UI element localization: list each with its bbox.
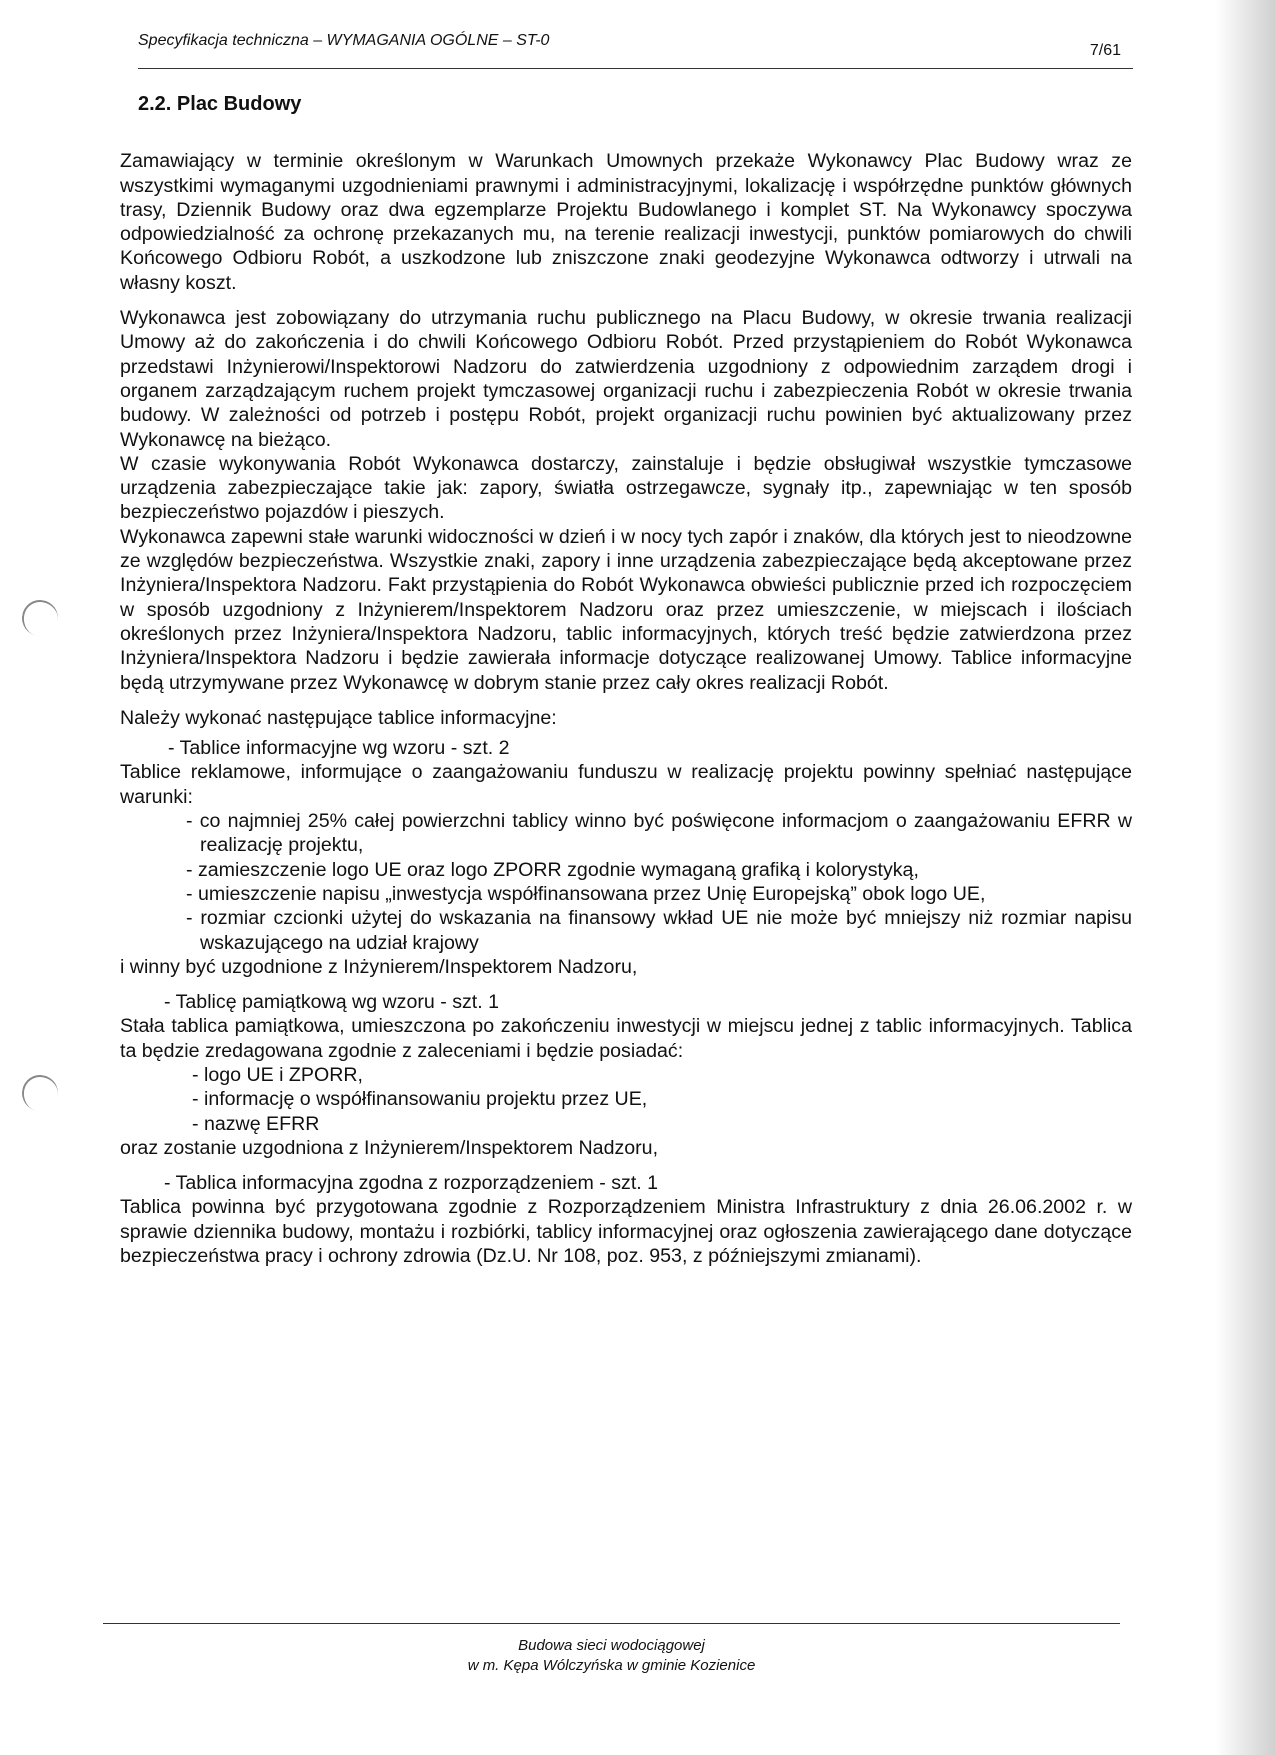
paragraph: oraz zostanie uzgodniona z Inżynierem/Inspektorem Nadzoru, bbox=[120, 1136, 659, 1159]
header-title: Specyfikacja techniczna – WYMAGANIA OGÓLNE – ST-0 bbox=[138, 32, 550, 49]
list-item: - co najmniej 25% całej powierzchni tablicy winno być poświęcone informacjom o zaangażowaniu EFRR w realizację projektu, bbox=[186, 810, 1132, 857]
punch-hole-mark bbox=[19, 1072, 61, 1114]
list-heading: - Tablicę pamiątkową wg wzoru - szt. 1 bbox=[164, 991, 500, 1014]
paragraph: Tablica powinna być przygotowana zgodnie z Rozporządzeniem Ministra Infrastruktury z dnia 26.06.2002 r. w sprawie dziennika budowy, montażu i rozbiórki, tablicy informacyjnej oraz ogłoszenia zawierającego dane dotyczące bezpieczeństwa pracy i ochrony zdrowia (Dz.U. Nr 108, poz. 953, z późniejszymi zmianami). bbox=[120, 1196, 1132, 1268]
page-number: 7/61 bbox=[1089, 42, 1121, 59]
list-item: - nazwę EFRR bbox=[192, 1112, 320, 1135]
list-item: - zamieszczenie logo UE oraz logo ZPORR zgodnie wymaganą grafiką i kolorystyką, bbox=[186, 858, 919, 881]
list-item: - umieszczenie napisu „inwestycja współfinansowana przez Unię Europejską” obok logo UE, bbox=[186, 882, 986, 905]
paragraph: Wykonawca jest zobowiązany do utrzymania ruchu publicznego na Placu Budowy, w okresie trwania realizacji Umowy aż do zakończenia i do chwili Końcowego Odbioru Robót. Przed przystąpieniem do Robót Wykonawca przedstawi Inżynierowi/Inspektorowi Nadzoru do zatwierdzenia uzgodniony z odpowiednim zarządem drogi i organem zarządzającym ruchem projekt tymczasowej organizacji ruchu i zabezpieczenia Robót w okresie trwania budowy. W zależności od potrzeb i postępu Robót, projekt organizacji ruchu powinien być aktualizowany przez Wykonawcę na bieżąco. bbox=[120, 307, 1132, 451]
footer-line-2: w m. Kępa Wólczyńska w gminie Kozienice bbox=[467, 1657, 756, 1674]
page-header bbox=[138, 28, 1133, 69]
tables-intro: Należy wykonać następujące tablice informacyjne: bbox=[120, 706, 557, 729]
paragraph: Zamawiający w terminie określonym w Warunkach Umownych przekaże Wykonawcy Plac Budowy wraz ze wszystkimi wymaganymi uzgodnieniami prawnymi i administracyjnymi, lokalizację i współrzędne punktów głównych trasy, Dziennik Budowy oraz dwa egzemplarze Projektu Budowlanego i komplet ST. Na Wykonawcy spoczywa odpowiedzialność za ochronę przekazanych mu, na terenie realizacji inwestycji, punktów pomiarowych do chwili Końcowego Odbioru Robót, a uszkodzone lub zniszczone znaki geodezyjne Wykonawca odtworzy i utrwali na własny koszt. bbox=[120, 150, 1132, 294]
list-heading: - Tablice informacyjne wg wzoru - szt. 2 bbox=[168, 737, 510, 760]
list-item: - rozmiar czcionki użytej do wskazania na finansowy wkład UE nie może być mniejszy niż rozmiar napisu wskazującego na udział krajowy bbox=[186, 907, 1132, 954]
list-heading: - Tablica informacyjna zgodna z rozporządzeniem - szt. 1 bbox=[164, 1172, 659, 1195]
page-footer bbox=[103, 1636, 1120, 1676]
section-title: 2.2. Plac Budowy bbox=[138, 93, 302, 115]
list-item: - informację o współfinansowaniu projektu przez UE, bbox=[192, 1088, 648, 1111]
paragraph: i winny być uzgodnione z Inżynierem/Inspektorem Nadzoru, bbox=[120, 955, 638, 978]
plaque-contents-list bbox=[120, 1063, 1132, 1136]
paragraph: Stała tablica pamiątkowa, umieszczona po zakończeniu inwestycji w miejscu jednej z tablic informacyjnych. Tablica ta będzie zredagowana zgodnie z zaleceniami i będzie posiadać: bbox=[120, 1015, 1132, 1062]
footer-divider bbox=[103, 1623, 1120, 1624]
list-item: - logo UE i ZPORR, bbox=[192, 1063, 363, 1086]
paragraph: W czasie wykonywania Robót Wykonawca dostarczy, zainstaluje i będzie obsługiwał wszystkie tymczasowe urządzenia zabezpieczające takie jak: zapory, światła ostrzegawcze, sygnały itp., zapewniając w ten sposób bezpieczeństwo pojazdów i pieszych. bbox=[120, 452, 1132, 524]
punch-hole-mark bbox=[19, 597, 61, 639]
scan-edge-shadow bbox=[1215, 0, 1275, 1755]
paragraph: Wykonawca zapewni stałe warunki widoczności w dzień i w nocy tych zapór i znaków, dla których jest to nieodzowne ze względów bezpieczeństwa. Wszystkie znaki, zapory i inne urządzenia zabezpieczające będą akceptowane przez Inżyniera/Inspektora Nadzoru. Fakt przystąpienia do Robót Wykonawca obwieści publicznie przed ich rozpoczęciem w sposób uzgodniony z Inżynierem/Inspektorem Nadzoru oraz przez umieszczenie, w miejscach i ilościach określonych przez Inżyniera/Inspektora Nadzoru, tablic informacyjnych, których treść będzie zatwierdzona przez Inżyniera/Inspektora Nadzoru i będzie zawierała informacje dotyczące realizowanej Umowy. Tablice informacyjne będą utrzymywane przez Wykonawcę w dobrym stanie przez cały okres realizacji Robót. bbox=[120, 525, 1132, 694]
document-body bbox=[120, 92, 1132, 1268]
footer-line-1: Budowa sieci wodociągowej bbox=[518, 1637, 705, 1654]
requirements-list bbox=[120, 809, 1132, 955]
paragraph: Tablice reklamowe, informujące o zaangażowaniu funduszu w realizację projektu powinny spełniać następujące warunki: bbox=[120, 761, 1132, 808]
